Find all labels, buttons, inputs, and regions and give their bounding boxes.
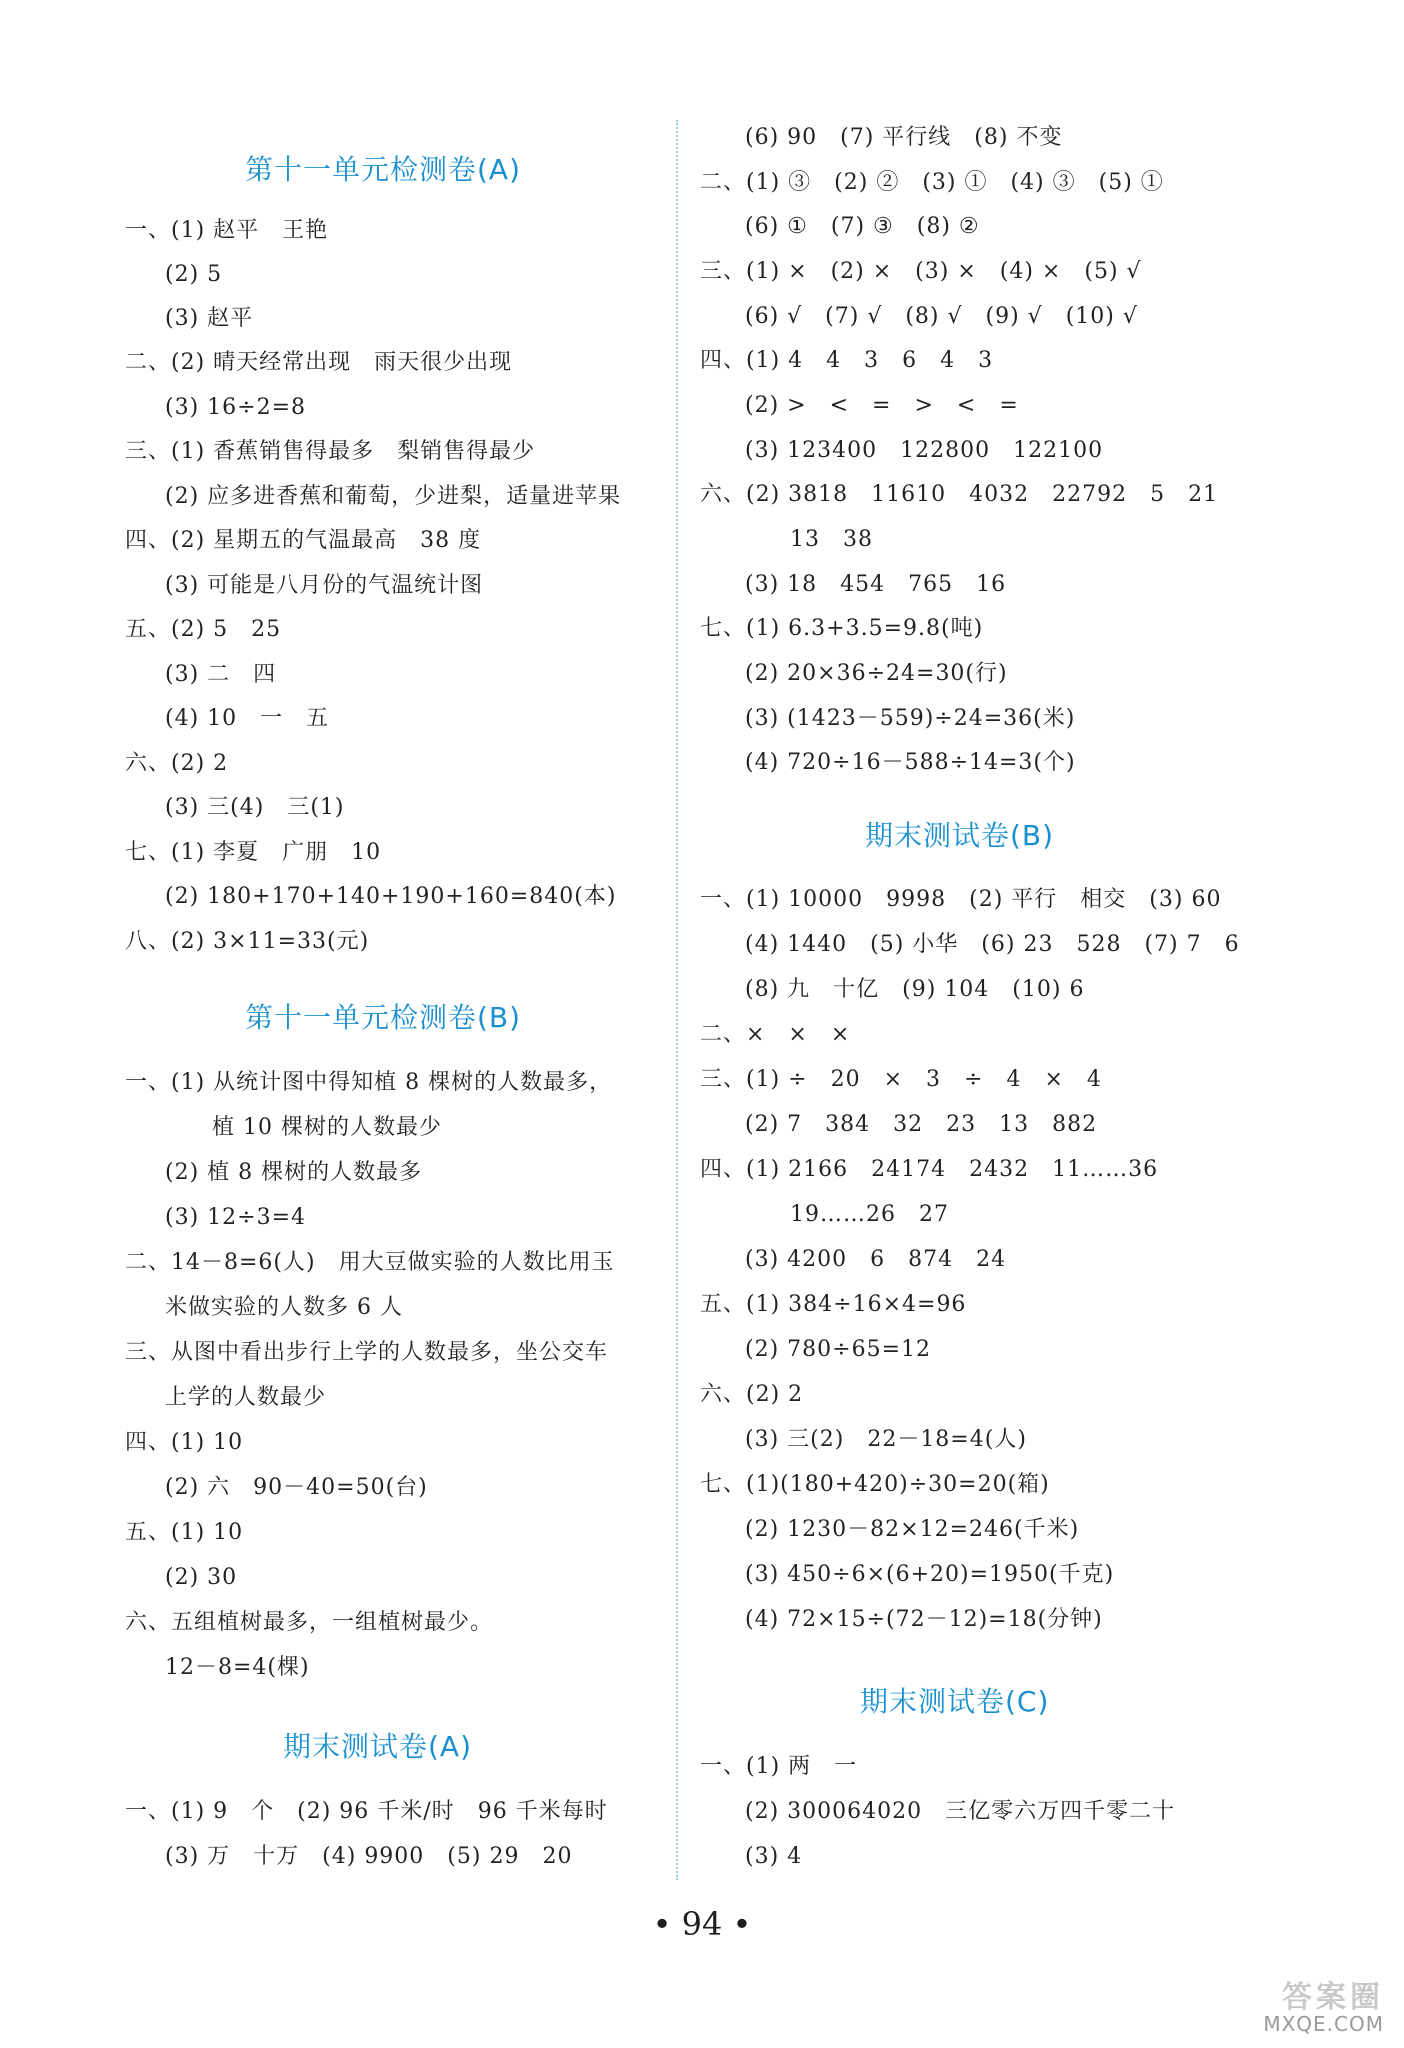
answer-line: (6) 90 (7) 平行线 (8) 不变 [745, 125, 1063, 150]
answer-line: (3) 4200 6 874 24 [745, 1247, 1007, 1272]
page-number: • 94 • [652, 1905, 752, 1943]
section-heading: 第十一单元检测卷(A) [245, 153, 522, 186]
answer-line: (2) 780÷65=12 [745, 1337, 932, 1362]
column-divider [676, 120, 678, 1880]
answer-line: (4) 1440 (5) 小华 (6) 23 528 (7) 7 6 [745, 932, 1240, 957]
answer-line: 上学的人数最少 [165, 1385, 327, 1410]
answer-line: (3) 18 454 765 16 [745, 572, 1007, 597]
answer-line: 一、(1) 从统计图中得知植 8 棵树的人数最多， [125, 1070, 613, 1095]
answer-line: (2) 180+170+140+190+160=840(本) [165, 884, 617, 909]
answer-line: 七、(1)(180+420)÷30=20(箱) [700, 1472, 1050, 1497]
site-watermark [1224, 1976, 1384, 2036]
answer-line: 七、(1) 6.3+3.5=9.8(吨) [700, 616, 984, 641]
answer-line: 六、(2) 2 [700, 1382, 804, 1407]
answer-line: (3) 4 [745, 1844, 803, 1869]
answer-line: (4) 10 一 五 [165, 706, 330, 731]
answer-line: (2) 300064020 三亿零六万四千零二十 [745, 1799, 1176, 1824]
answer-line: 米做实验的人数多 6 人 [165, 1295, 403, 1320]
answer-line: 三、(1) ÷ 20 × 3 ÷ 4 × 4 [700, 1067, 1102, 1092]
answer-line: (3) 12÷3=4 [165, 1205, 307, 1230]
answer-line: (6) √ (7) √ (8) √ (9) √ (10) √ [745, 304, 1138, 329]
answer-line: 三、(1) × (2) × (3) × (4) × (5) √ [700, 259, 1142, 284]
section-heading: 期末测试卷(B) [865, 819, 1055, 852]
answer-line: (2) 六 90－40=50(台) [165, 1475, 428, 1500]
answer-line: 植 10 棵树的人数最少 [212, 1115, 442, 1140]
answer-line: (2) 30 [165, 1565, 238, 1590]
answer-line: 一、(1) 9 个 (2) 96 千米/时 96 千米每时 [125, 1799, 608, 1824]
answer-line: (2) 应多进香蕉和葡萄，少进梨，适量进苹果 [165, 484, 622, 509]
answer-line: 七、(1) 李夏 广朋 10 [125, 840, 382, 865]
answer-line: 19……26 27 [790, 1202, 949, 1227]
watermark-logo: 答案圈 [1282, 1980, 1384, 2015]
answer-line: 六、五组植树最多，一组植树最少。 [125, 1610, 494, 1635]
answer-line: 五、(1) 384÷16×4=96 [700, 1292, 967, 1317]
answer-line: (2) 植 8 棵树的人数最多 [165, 1160, 423, 1185]
answer-line: (3) 三(4) 三(1) [165, 795, 345, 820]
answer-line: (3) 123400 122800 122100 [745, 438, 1104, 463]
answer-line: 四、(1) 4 4 3 6 4 3 [700, 348, 994, 373]
answer-line: 一、(1) 两 一 [700, 1754, 858, 1779]
answer-line: (3) 万 十万 (4) 9900 (5) 29 20 [165, 1844, 573, 1869]
answer-line: 二、(1) ③ (2) ② (3) ① (4) ③ (5) ① [700, 170, 1164, 195]
section-heading: 第十一单元检测卷(B) [245, 1001, 522, 1034]
answer-line: 六、(2) 3818 11610 4032 22792 5 21 [700, 482, 1219, 507]
answer-line: 四、(1) 10 [125, 1430, 244, 1455]
answer-line: 13 38 [790, 527, 873, 552]
answer-line: 12－8=4(棵) [165, 1655, 310, 1680]
watermark-url: MXQE.COM [1263, 2012, 1384, 2036]
answer-line: (4) 720÷16－588÷14=3(个) [745, 750, 1076, 775]
answer-line: (2) > < = > < = [745, 393, 1019, 418]
answer-line: (2) 1230－82×12=246(千米) [745, 1517, 1080, 1542]
answer-line: 二、× × × [700, 1022, 851, 1047]
answer-line: (3) (1423－559)÷24=36(米) [745, 706, 1076, 731]
answer-line: 四、(2) 星期五的气温最高 38 度 [125, 528, 482, 553]
answer-line: (3) 450÷6×(6+20)=1950(千克) [745, 1562, 1115, 1587]
answer-line: (3) 可能是八月份的气温统计图 [165, 573, 484, 598]
answer-line: 一、(1) 赵平 王艳 [125, 218, 329, 243]
answer-line: 三、从图中看出步行上学的人数最多，坐公交车 [125, 1340, 609, 1365]
answer-line: (3) 赵平 [165, 306, 254, 331]
answer-line: (8) 九 十亿 (9) 104 (10) 6 [745, 977, 1085, 1002]
answer-line: 二、14－8=6(人) 用大豆做实验的人数比用玉 [125, 1250, 615, 1275]
answer-line: 三、(1) 香蕉销售得最多 梨销售得最少 [125, 439, 536, 464]
answer-line: (2) 20×36÷24=30(行) [745, 661, 1008, 686]
answer-line: (3) 16÷2=8 [165, 395, 307, 420]
section-heading: 期末测试卷(C) [860, 1685, 1050, 1718]
section-heading: 期末测试卷(A) [283, 1730, 473, 1763]
answer-line: 四、(1) 2166 24174 2432 11……36 [700, 1157, 1159, 1182]
answer-line: (2) 7 384 32 23 13 882 [745, 1112, 1098, 1137]
answer-line: (2) 5 [165, 262, 223, 287]
answer-line: 八、(2) 3×11=33(元) [125, 929, 370, 954]
answer-line: 一、(1) 10000 9998 (2) 平行 相交 (3) 60 [700, 887, 1222, 912]
answer-line: (6) ① (7) ③ (8) ② [745, 214, 980, 239]
answer-line: (3) 二 四 [165, 662, 277, 687]
answer-line: (4) 72×15÷(72－12)=18(分钟) [745, 1607, 1103, 1632]
answer-line: (3) 三(2) 22－18=4(人) [745, 1427, 1027, 1452]
answer-line: 五、(2) 5 25 [125, 617, 282, 642]
answer-line: 五、(1) 10 [125, 1520, 244, 1545]
answer-line: 六、(2) 2 [125, 751, 229, 776]
answer-line: 二、(2) 晴天经常出现 雨天很少出现 [125, 350, 513, 375]
